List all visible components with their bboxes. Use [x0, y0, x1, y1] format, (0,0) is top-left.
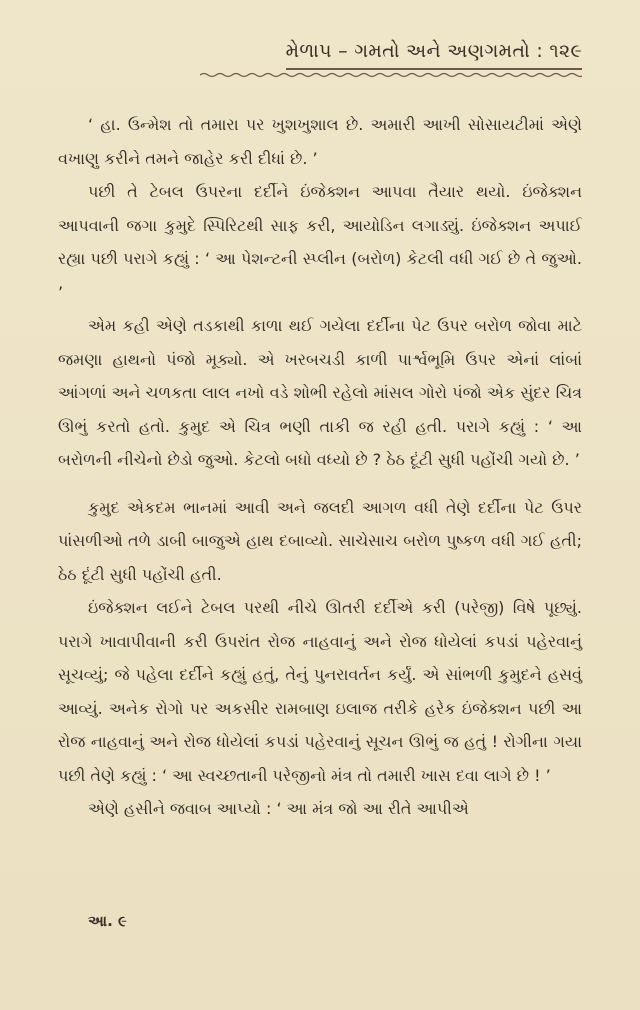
page-header: [200, 40, 582, 78]
decorative-wavy-rule: [200, 72, 582, 78]
running-head: મેળાપ – ગમતો અને અણગમતો : ૧૨૯: [286, 40, 582, 70]
paragraph-5: ઇંજેક્શન લઈને ટેબલ પરથી નીચે ઊતરી દર્દીએ કરી (પરેજી) વિષે પૂછ્યું. પરાગે ખાવાપીવાની કરી ઉપરાંત રોજ નાહવાનું અને રોજ ધોયેલાં કપડાં પહેરવાનું સૂચવ્યું; જે પહેલા દર્દીને કહ્યું હતું, તેનું પુનરાવર્તન કર્યું. એ સાંભળી કુમુદને હસવું આવ્યું. અનેક રોગો પર અકસીર રામબાણ ઇલાજ તરીકે હરેક ઇંજેક્શન પછી આ રોજ નાહવાનું અને રોજ ધોયેલાં કપડાં પહેરવાનું સૂચન ઊભું જ હતું ! રોગીના ગયા પછી તેણે કહ્યું : ‘ આ સ્વચ્છતાની પરેજીનો મંત્ર તો તમારી ખાસ દવા લાગે છે ! ’: [58, 598, 582, 785]
body-text: [58, 108, 582, 826]
paragraph-6: એણે હસીને જવાબ આપ્યો : ‘ આ મંત્ર જો આ રીતે આપીએ: [88, 799, 469, 818]
paragraph-4: કુમુદ એકદમ ભાનમાં આવી અને જલદી આગળ વધી તેણે દર્દીના પેટ ઉપર પાંસળીઓ તળે ડાબી બાજુએ હાથ દબાવ્યો. સાચેસાચ બરોળ પુષ્કળ વધી ગઈ હતી; ઠેઠ દૂંટી સુધી પહોંચી હતી.: [58, 497, 582, 584]
paragraph-2: પછી તે ટેબલ ઉપરના દર્દીને ઇંજેક્શન આપવા તૈયાર થયો. ઇંજેક્શન આપવાની જગા કુમુદે સ્પિરિટથી સાફ કરી, આયોડિન લગાડ્યું. ઇંજેક્શન અપાઈ રહ્યા પછી પરાગે કહ્યું : ‘ આ પેશન્ટની સ્પ્લીન (બરોળ) કેટલી વધી ગઈ છે તે જુઓ. ’: [58, 182, 582, 302]
paragraph-1: ‘ હા. ઉન્મેશ તો તમારા પર ખુશખુશાલ છે. અમારી આખી સોસાયટીમાં એણે વખાણુ કરીને તમને જાહેર કરી દીધાં છે. ’: [58, 115, 582, 168]
paragraph-3: એમ કહી એણે તડકાથી કાળા થઈ ગયેલા દર્દીના પેટ ઉપર બરોળ જોવા માટે જમણા હાથનો પંજો મૂક્યો. એ ખરબચડી કાળી પાર્શ્વભૂમિ ઉપર એનાં લાંબાં આંગળાં અને ચળકતા લાલ નખો વડે શોભી રહેલો માંસલ ગોરો પંજો એક સુંદર ચિત્ર ઊભું કરતો હતો. કુમુદ એ ચિત્ર ભણી તાકી જ રહી હતી. પરાગે કહ્યું : ‘ આ બરોળની નીચેનો છેડો જુઓ. કેટલો બધો વધ્યો છે ? ઠેઠ દૂંટી સુધી પહોંચી ગયો છે. ’: [58, 316, 582, 469]
signature-mark: આ. ૯: [88, 912, 127, 930]
